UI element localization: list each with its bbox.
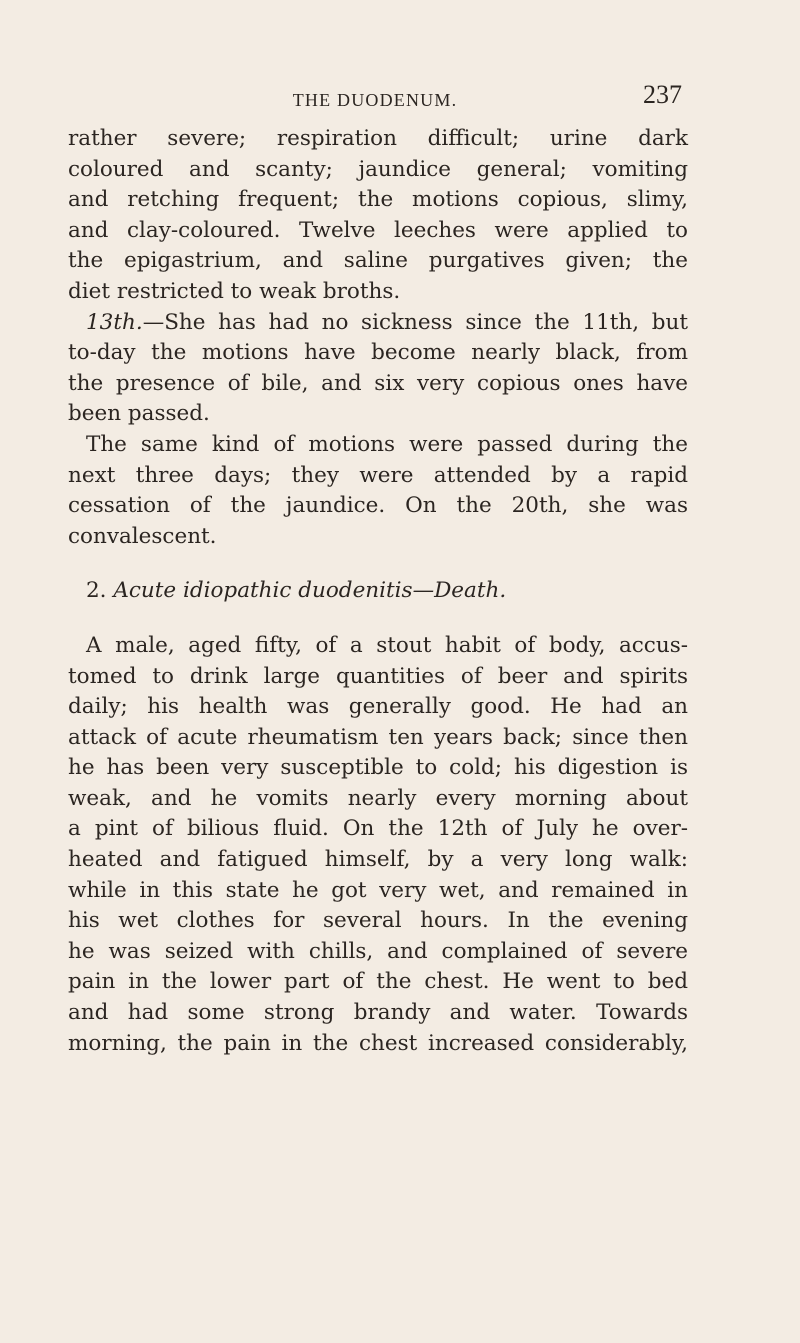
text-line: been passed. <box>68 401 210 427</box>
text-line: coloured and scanty; jaundice general; vomiting <box>68 156 688 182</box>
text-line: a pint of bilious fluid. On the 12th of July he over- <box>68 816 688 842</box>
text-line: weak, and he vomits nearly every morning about <box>68 785 688 811</box>
date-label: 13th. <box>86 309 143 335</box>
text-line: morning, the pain in the chest increased considerably, <box>68 1030 688 1056</box>
text-line: rather severe; respiration difficult; urine dark <box>68 126 688 151</box>
text-line: and retching frequent; the motions copious, slimy, <box>68 187 688 213</box>
case-title: Acute idiopathic duodenitis—Death. <box>113 578 507 604</box>
paragraph-2 <box>68 308 688 430</box>
running-title: THE DUODENUM. <box>292 90 458 110</box>
page-number: 237 <box>643 80 682 109</box>
text-line: he was seized with chills, and complained of severe <box>68 938 688 964</box>
text-line: daily; his health was generally good. He had an <box>68 694 688 720</box>
text-line: The same kind of motions were passed during the <box>86 431 688 457</box>
text-line: the presence of bile, and six very copious ones have <box>68 370 688 396</box>
text-line: to-day the motions have become nearly black, from <box>68 340 688 366</box>
text-line: diet restricted to weak broths. <box>68 278 401 304</box>
text-line: and had some strong brandy and water. Towards <box>68 1000 688 1026</box>
text-line: and clay-coloured. Twelve leeches were applied to <box>68 217 688 243</box>
text-line: pain in the lower part of the chest. He went to bed <box>68 969 688 995</box>
text-line: attack of acute rheumatism ten years back; since then <box>68 724 688 750</box>
text-line: convalescent. <box>68 523 217 549</box>
case-heading <box>68 576 688 607</box>
text-line: heated and fatigued himself, by a very long walk: <box>68 847 688 873</box>
text-line: A male, aged fifty, of a stout habit of body, accus- <box>86 632 688 658</box>
text-line <box>68 308 688 339</box>
text-line: cessation of the jaundice. On the 20th, she was <box>68 493 688 519</box>
text-line: the epigastrium, and saline purgatives given; the <box>68 248 688 274</box>
paragraph-4 <box>68 631 688 1059</box>
running-head <box>68 80 682 120</box>
paragraph-3 <box>68 430 688 552</box>
case-number: 2. <box>86 578 107 604</box>
text-line: he has been very susceptible to cold; his digestion is <box>68 755 688 781</box>
text-line: next three days; they were attended by a rapid <box>68 462 688 488</box>
paragraph-1 <box>68 124 688 308</box>
body-text <box>68 124 688 1059</box>
line-text: —She has had no sickness since the 11th, but <box>142 309 688 335</box>
text-line: his wet clothes for several hours. In the evening <box>68 908 688 934</box>
text-line: while in this state he got very wet, and remained in <box>68 877 688 903</box>
text-line: tomed to drink large quantities of beer and spirits <box>68 663 688 689</box>
